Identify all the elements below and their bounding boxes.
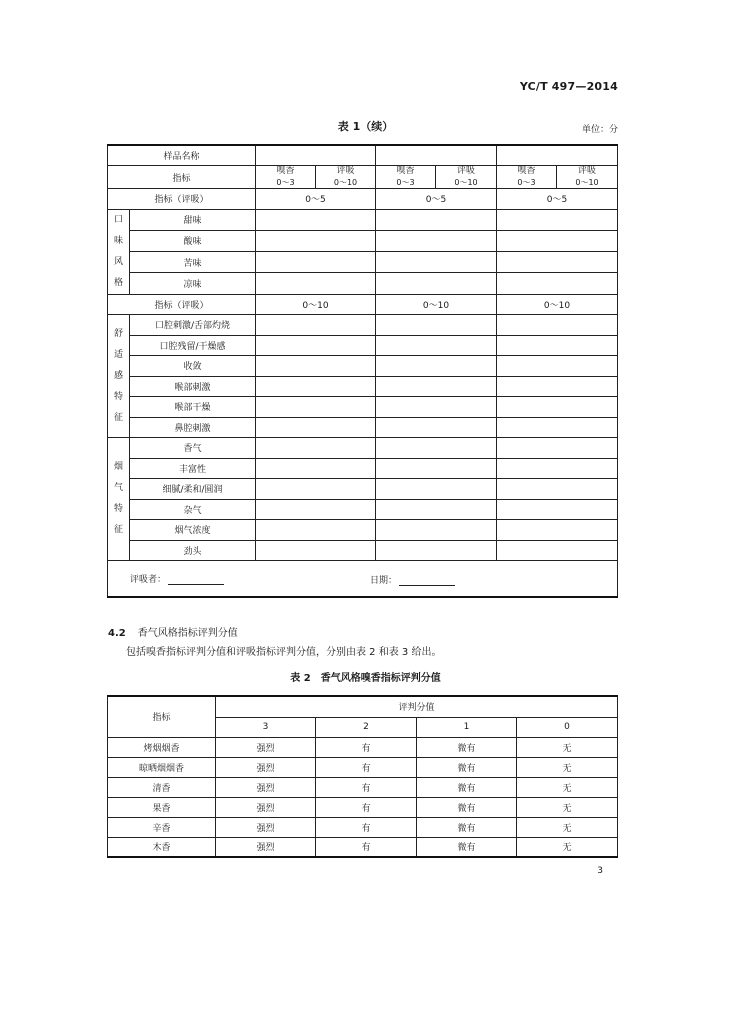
cell: 无 [517, 817, 618, 837]
section-body: 包括嗅香指标评判分值和评吸指标评判分值，分别由表 2 和表 3 给出。 [126, 647, 442, 658]
table-row [108, 438, 618, 459]
taste-header: 评吸 0～10 [557, 166, 618, 189]
smell-header: 嗅香 0～3 [376, 166, 436, 189]
table-row [108, 252, 618, 273]
table1-unit: 单位：分 [581, 125, 618, 135]
item-label: 凉味 [130, 273, 256, 294]
score-cell[interactable] [256, 458, 376, 479]
item-label: 鼻腔刺激 [130, 417, 256, 438]
score-cell[interactable] [497, 230, 618, 251]
cell: 强烈 [216, 797, 316, 817]
cell: 微有 [417, 757, 517, 777]
score-cell[interactable] [256, 520, 376, 541]
item-label: 劲头 [130, 540, 256, 561]
signature-row [108, 561, 618, 597]
score-cell[interactable] [376, 376, 497, 397]
score-value: 3 [216, 717, 316, 737]
cell: 强烈 [216, 777, 316, 797]
sample-name-cell[interactable] [376, 145, 497, 166]
standard-code: YC/T 497—2014 [519, 80, 618, 93]
section-title: 香气风格指标评判分值 [137, 628, 238, 639]
item-label: 烟气浓度 [130, 520, 256, 541]
taste-section-label: 指标（评吸） [108, 189, 256, 210]
score-cell[interactable] [256, 397, 376, 418]
score-value: 1 [417, 717, 517, 737]
score-cell[interactable] [256, 438, 376, 459]
comfort-section-label: 指标（评吸） [108, 294, 256, 315]
sample-name-label: 样品名称 [108, 145, 256, 166]
table-row [108, 356, 618, 377]
comfort-range: 0～10 [376, 294, 497, 315]
item-label: 苦味 [130, 252, 256, 273]
table2-caption: 表 2 香气风格嗅香指标评判分值 [290, 673, 441, 684]
page-number: 3 [597, 866, 603, 876]
score-cell[interactable] [497, 417, 618, 438]
smoke-group-label: 烟 气 特 征 [108, 438, 130, 561]
table-row [108, 737, 618, 757]
score-cell[interactable] [497, 397, 618, 418]
cell: 强烈 [216, 737, 316, 757]
table-row [108, 479, 618, 500]
date-label: 日期： [370, 576, 398, 586]
score-cell[interactable] [256, 499, 376, 520]
score-cell[interactable] [497, 209, 618, 230]
item-label: 喉部干燥 [130, 397, 256, 418]
score-cell[interactable] [256, 479, 376, 500]
taste-range: 0～5 [497, 189, 618, 210]
score-cell[interactable] [256, 376, 376, 397]
score-cell[interactable] [497, 356, 618, 377]
comfort-section-header [108, 294, 618, 315]
table-row [108, 273, 618, 294]
indicator-name: 木香 [108, 837, 216, 857]
cell: 有 [316, 817, 417, 837]
taste-range: 0～5 [256, 189, 376, 210]
cell: 微有 [417, 837, 517, 857]
score-cell[interactable] [497, 438, 618, 459]
score-table [107, 695, 618, 858]
score-cell[interactable] [497, 520, 618, 541]
indicator-name: 晾晒烟烟香 [108, 757, 216, 777]
score-cell[interactable] [497, 458, 618, 479]
indicator-name: 果香 [108, 797, 216, 817]
section-heading [108, 624, 238, 639]
score-value: 2 [316, 717, 417, 737]
score-header: 评判分值 [216, 696, 618, 717]
table-row [108, 817, 618, 837]
cell: 无 [517, 797, 618, 817]
smell-header: 嗅香 0～3 [497, 166, 557, 189]
score-cell[interactable] [256, 252, 376, 273]
table1-caption: 表 1（续） [337, 120, 394, 133]
score-cell[interactable] [376, 315, 497, 336]
cell: 无 [517, 777, 618, 797]
score-cell[interactable] [376, 273, 497, 294]
score-cell[interactable] [497, 335, 618, 356]
indicator-row [108, 166, 618, 189]
score-cell[interactable] [497, 479, 618, 500]
score-cell[interactable] [376, 252, 497, 273]
cell: 强烈 [216, 837, 316, 857]
score-cell[interactable] [256, 230, 376, 251]
cell: 无 [517, 737, 618, 757]
item-label: 收敛 [130, 356, 256, 377]
indicator-name: 烤烟烟香 [108, 737, 216, 757]
score-cell[interactable] [497, 540, 618, 561]
score-header-row [108, 696, 618, 717]
indicator-header: 指标 [108, 696, 216, 737]
score-cell[interactable] [256, 356, 376, 377]
score-cell[interactable] [376, 458, 497, 479]
sample-name-row [108, 145, 618, 166]
table-row [108, 540, 618, 561]
evaluation-table [107, 144, 618, 598]
cell: 无 [517, 757, 618, 777]
cell: 无 [517, 837, 618, 857]
item-label: 口腔刺激/舌部灼烧 [130, 315, 256, 336]
score-cell[interactable] [376, 540, 497, 561]
item-label: 杂气 [130, 499, 256, 520]
taste-range: 0～5 [376, 189, 497, 210]
cell: 微有 [417, 737, 517, 757]
indicator-label: 指标 [108, 166, 256, 189]
table-row [108, 837, 618, 857]
indicator-name: 清香 [108, 777, 216, 797]
table-row [108, 777, 618, 797]
score-cell[interactable] [376, 417, 497, 438]
cell: 微有 [417, 777, 517, 797]
cell: 有 [316, 757, 417, 777]
item-label: 喉部刺激 [130, 376, 256, 397]
cell: 强烈 [216, 757, 316, 777]
sample-name-cell[interactable] [497, 145, 618, 166]
score-cell[interactable] [376, 520, 497, 541]
score-cell[interactable] [497, 273, 618, 294]
taste-header: 评吸 0～10 [436, 166, 497, 189]
score-cell[interactable] [256, 209, 376, 230]
cell: 有 [316, 737, 417, 757]
evaluator-label: 评吸者： [130, 574, 167, 585]
table-row [108, 335, 618, 356]
sample-name-cell[interactable] [256, 145, 376, 166]
score-cell[interactable] [376, 479, 497, 500]
score-cell[interactable] [497, 252, 618, 273]
taste-header: 评吸 0～10 [316, 166, 376, 189]
score-cell[interactable] [376, 230, 497, 251]
table-row [108, 417, 618, 438]
cell: 有 [316, 797, 417, 817]
table-row [108, 757, 618, 777]
score-cell[interactable] [497, 376, 618, 397]
score-cell[interactable] [497, 315, 618, 336]
score-cell[interactable] [256, 417, 376, 438]
evaluator-field[interactable] [130, 572, 224, 585]
cell: 微有 [417, 797, 517, 817]
score-cell[interactable] [256, 335, 376, 356]
date-field[interactable] [370, 573, 455, 586]
item-label: 细腻/柔和/圆润 [130, 479, 256, 500]
item-label: 酸味 [130, 230, 256, 251]
comfort-range: 0～10 [256, 294, 376, 315]
taste-section-header [108, 189, 618, 210]
score-cell[interactable] [376, 499, 497, 520]
score-cell[interactable] [376, 209, 497, 230]
cell: 强烈 [216, 817, 316, 837]
comfort-group-label: 舒 适 感 特 征 [108, 315, 130, 438]
cell: 有 [316, 777, 417, 797]
indicator-name: 辛香 [108, 817, 216, 837]
table-row [108, 797, 618, 817]
score-cell[interactable] [376, 397, 497, 418]
score-cell[interactable] [497, 499, 618, 520]
table-row [108, 499, 618, 520]
score-cell[interactable] [376, 335, 497, 356]
score-value: 0 [517, 717, 618, 737]
score-cell[interactable] [376, 356, 497, 377]
table-row [108, 520, 618, 541]
score-cell[interactable] [256, 540, 376, 561]
smell-header: 嗅香 0～3 [256, 166, 316, 189]
cell: 有 [316, 837, 417, 857]
comfort-range: 0～10 [497, 294, 618, 315]
score-cell[interactable] [256, 315, 376, 336]
taste-group-label: 口 味 风 格 [108, 209, 130, 294]
item-label: 甜味 [130, 209, 256, 230]
table-row [108, 397, 618, 418]
table-row [108, 315, 618, 336]
score-cell[interactable] [376, 438, 497, 459]
table-row [108, 458, 618, 479]
section-number: 4.2 [108, 628, 126, 639]
score-cell[interactable] [256, 273, 376, 294]
cell: 微有 [417, 817, 517, 837]
item-label: 丰富性 [130, 458, 256, 479]
table-row [108, 376, 618, 397]
item-label: 香气 [130, 438, 256, 459]
table-row [108, 209, 618, 230]
table-row [108, 230, 618, 251]
item-label: 口腔残留/干燥感 [130, 335, 256, 356]
